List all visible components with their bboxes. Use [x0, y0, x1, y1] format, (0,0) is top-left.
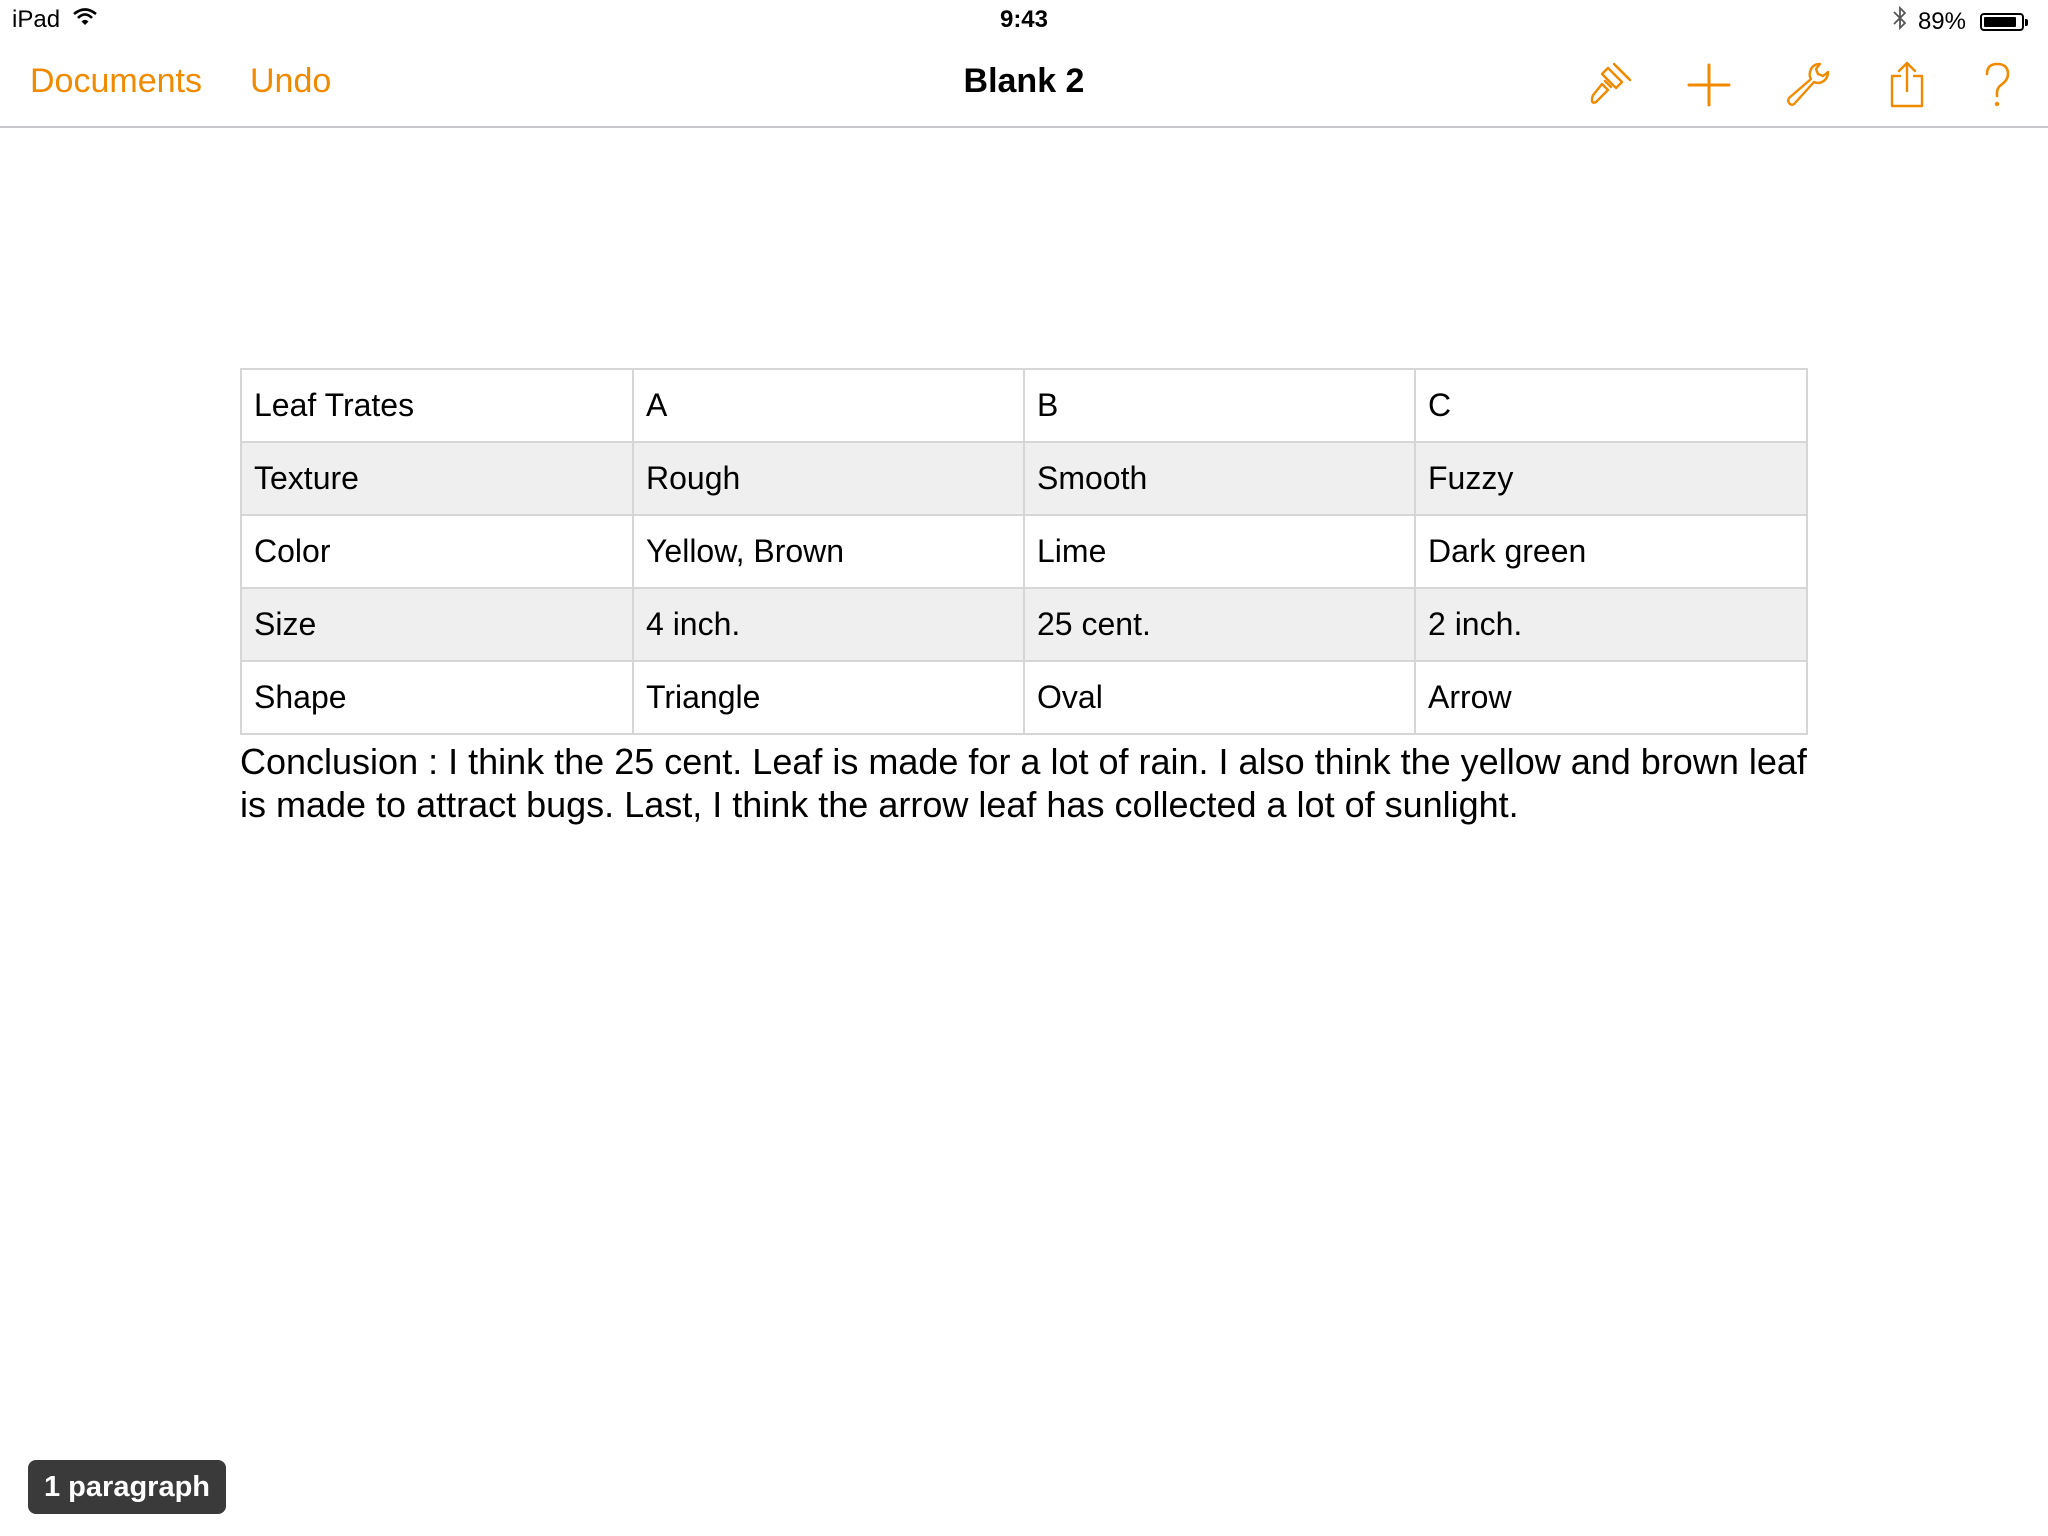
plus-icon[interactable]	[1684, 60, 1734, 110]
table-cell[interactable]: Oval	[1024, 661, 1415, 734]
device-label: iPad	[12, 6, 61, 33]
paragraph-count-badge: 1 paragraph	[28, 1460, 226, 1514]
table-cell[interactable]: Yellow, Brown	[633, 515, 1024, 588]
table-cell[interactable]: B	[1024, 369, 1415, 442]
status-bar	[0, 0, 2048, 40]
undo-button[interactable]: Undo	[250, 62, 332, 100]
toolbar	[0, 40, 2048, 128]
table-cell[interactable]: 25 cent.	[1024, 588, 1415, 661]
table-cell[interactable]: Triangle	[633, 661, 1024, 734]
table-cell[interactable]: 2 inch.	[1415, 588, 1807, 661]
help-icon[interactable]	[1972, 60, 2022, 110]
bluetooth-icon	[1892, 6, 1908, 37]
table-cell[interactable]: Texture	[241, 442, 633, 515]
table-row	[241, 369, 1807, 442]
table-row	[241, 588, 1807, 661]
table-cell[interactable]: Color	[241, 515, 633, 588]
document-title: Blank 2	[963, 62, 1085, 100]
table-cell[interactable]: Fuzzy	[1415, 442, 1807, 515]
table-row	[241, 442, 1807, 515]
wrench-icon[interactable]	[1782, 60, 1832, 110]
table-cell[interactable]: Leaf Trates	[241, 369, 633, 442]
table-cell[interactable]: Lime	[1024, 515, 1415, 588]
table-row	[241, 661, 1807, 734]
battery-icon	[1980, 13, 2024, 31]
table-cell[interactable]: Arrow	[1415, 661, 1807, 734]
share-icon[interactable]	[1882, 60, 1932, 110]
table-cell[interactable]: Smooth	[1024, 442, 1415, 515]
battery-fill	[1984, 17, 2016, 27]
paintbrush-icon[interactable]	[1586, 60, 1636, 110]
clock: 9:43	[999, 6, 1049, 33]
battery-percent: 89%	[1917, 7, 1966, 35]
table-cell[interactable]: Size	[241, 588, 633, 661]
table-cell[interactable]: C	[1415, 369, 1807, 442]
conclusion-paragraph[interactable]: Conclusion : I think the 25 cent. Leaf is made for a lot of rain. I also think the yellow and brown leaf is made to attract bugs. Last, I think the arrow leaf has collected a lot of sunlight.	[240, 741, 1807, 825]
table-cell[interactable]: Dark green	[1415, 515, 1807, 588]
table-cell[interactable]: Rough	[633, 442, 1024, 515]
documents-button[interactable]: Documents	[30, 62, 202, 100]
leaf-traits-table[interactable]	[240, 368, 1808, 735]
table-cell[interactable]: 4 inch.	[633, 588, 1024, 661]
table-cell[interactable]: A	[633, 369, 1024, 442]
table-row	[241, 515, 1807, 588]
table-cell[interactable]: Shape	[241, 661, 633, 734]
